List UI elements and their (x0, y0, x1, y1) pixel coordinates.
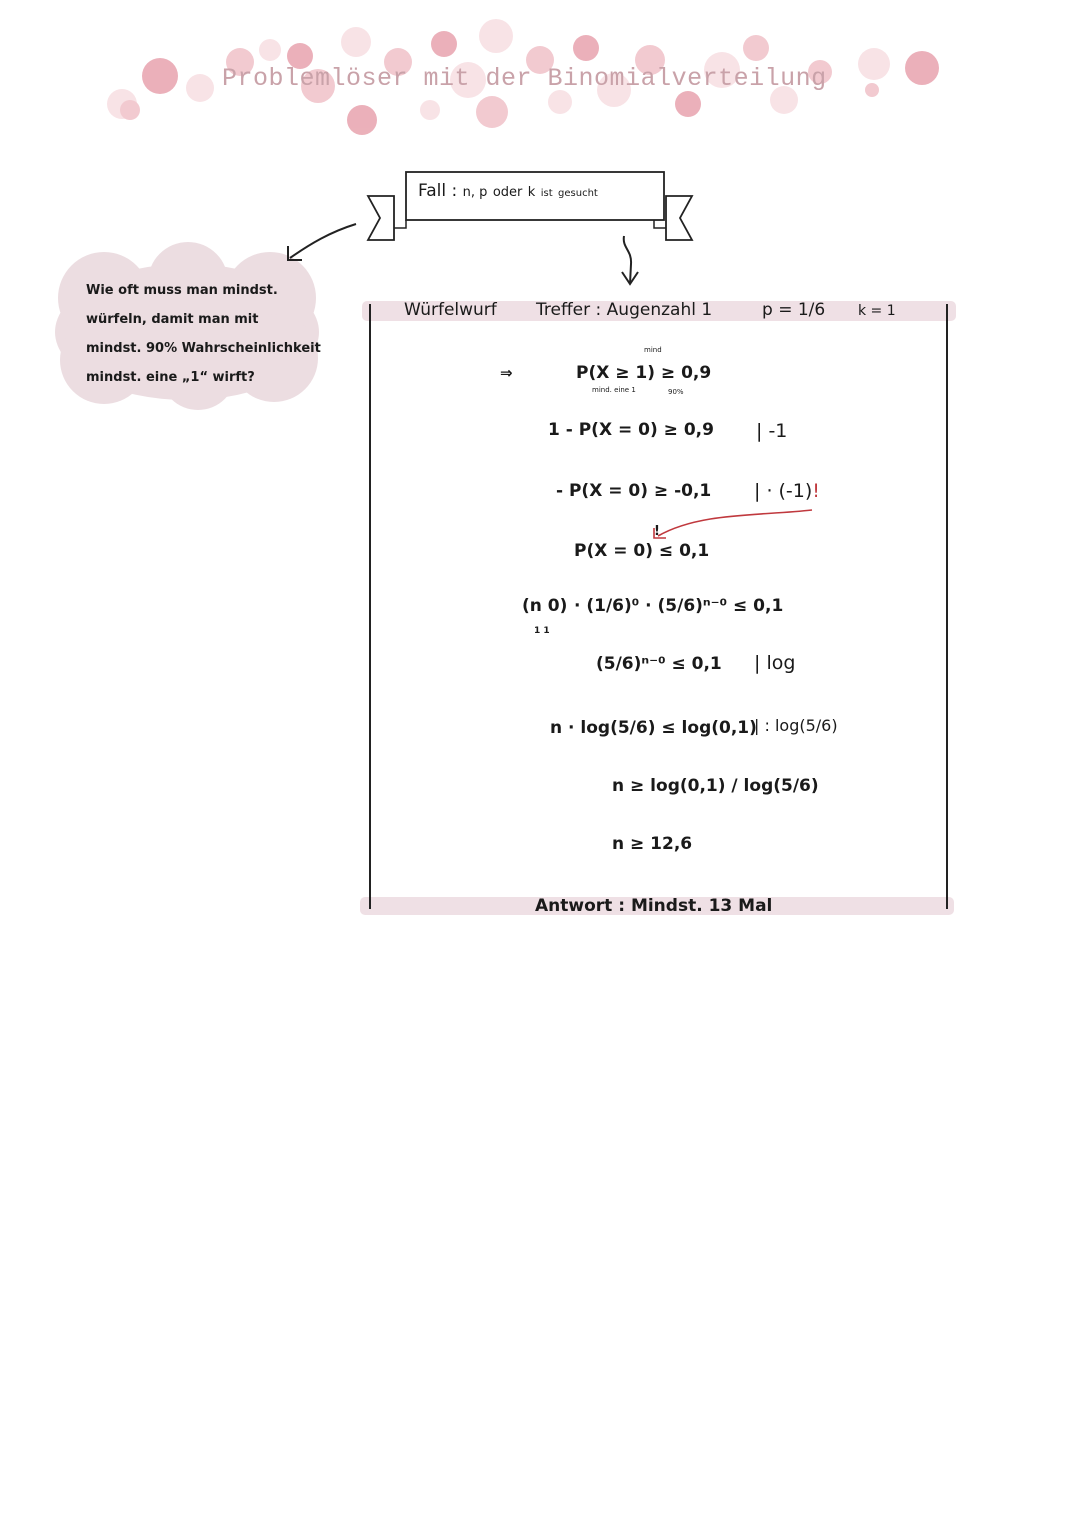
arrow-down-icon (618, 234, 644, 288)
step3-bang: ! (812, 480, 820, 502)
treffer-colon: : (595, 300, 602, 320)
answer-colon: : (618, 896, 626, 916)
step3-note-text: | · (-1) (754, 480, 813, 502)
sign-flip-arrow-icon (640, 506, 820, 546)
k-value: k = 1 (858, 303, 896, 319)
banner-gesucht: gesucht (558, 188, 598, 199)
step7: n · log(5/6) ≤ log(0,1) (550, 718, 757, 738)
answer-label: Antwort (535, 896, 613, 916)
fall-colon: : (451, 181, 458, 201)
question-line: mindst. 90% Wahrscheinlichkeit (86, 341, 321, 356)
question-line: mindst. eine „1“ wirft? (86, 370, 255, 385)
p-value: p = 1/6 (762, 300, 826, 320)
step5-under: 1 1 (534, 626, 550, 636)
banner-k: k (527, 185, 536, 200)
step1-under-p: 90% (668, 388, 684, 396)
step2: 1 - P(X = 0) ≥ 0,9 (548, 420, 714, 440)
arrow-to-question-icon (280, 218, 360, 268)
answer-text: Mindst. 13 Mal (630, 896, 773, 916)
step7-note: | : log(5/6) (754, 716, 838, 735)
fall-label: Fall (418, 181, 447, 201)
case-banner (360, 168, 700, 248)
page-title: Problemlöser mit der Binomialverteilung (222, 64, 827, 93)
answer (535, 896, 772, 916)
treffer-label (536, 300, 712, 320)
step4: P(X = 0) ≤ 0,1 (574, 541, 710, 561)
question-line: würfeln, damit man mit (86, 312, 259, 327)
step3-note (754, 480, 820, 502)
treffer-value: Augenzahl 1 (606, 300, 713, 320)
experiment-label: Würfelwurf (404, 300, 497, 320)
step4-bang: ! (654, 524, 660, 539)
case-banner-label (418, 181, 598, 201)
step6-note: | log (754, 652, 796, 674)
step2-note: | -1 (756, 420, 788, 442)
frame-right (946, 304, 948, 909)
step6: (5/6)ⁿ⁻⁰ ≤ 0,1 (596, 654, 722, 674)
step5-binomial: (n 0) (522, 596, 568, 616)
banner-oder: oder (492, 185, 523, 200)
implies-arrow: ⇒ (500, 364, 513, 382)
step8: n ≥ log(0,1) / log(5/6) (612, 776, 819, 796)
step3: - P(X = 0) ≥ -0,1 (556, 481, 712, 501)
banner-vars: n, p (462, 185, 488, 200)
question-line: Wie oft muss man mindst. (86, 283, 278, 298)
frame-left (369, 304, 371, 909)
banner-ist: ist (540, 188, 553, 199)
step1: P(X ≥ 1) ≥ 0,9 (576, 363, 712, 383)
question-text (86, 276, 326, 392)
treffer-word: Treffer (536, 300, 591, 320)
step5: · (1/6)⁰ · (5/6)ⁿ⁻⁰ ≤ 0,1 (574, 596, 784, 616)
step1-over: mind (644, 346, 662, 354)
step1-under-x: mind. eine 1 (592, 386, 636, 394)
step9: n ≥ 12,6 (612, 834, 693, 854)
